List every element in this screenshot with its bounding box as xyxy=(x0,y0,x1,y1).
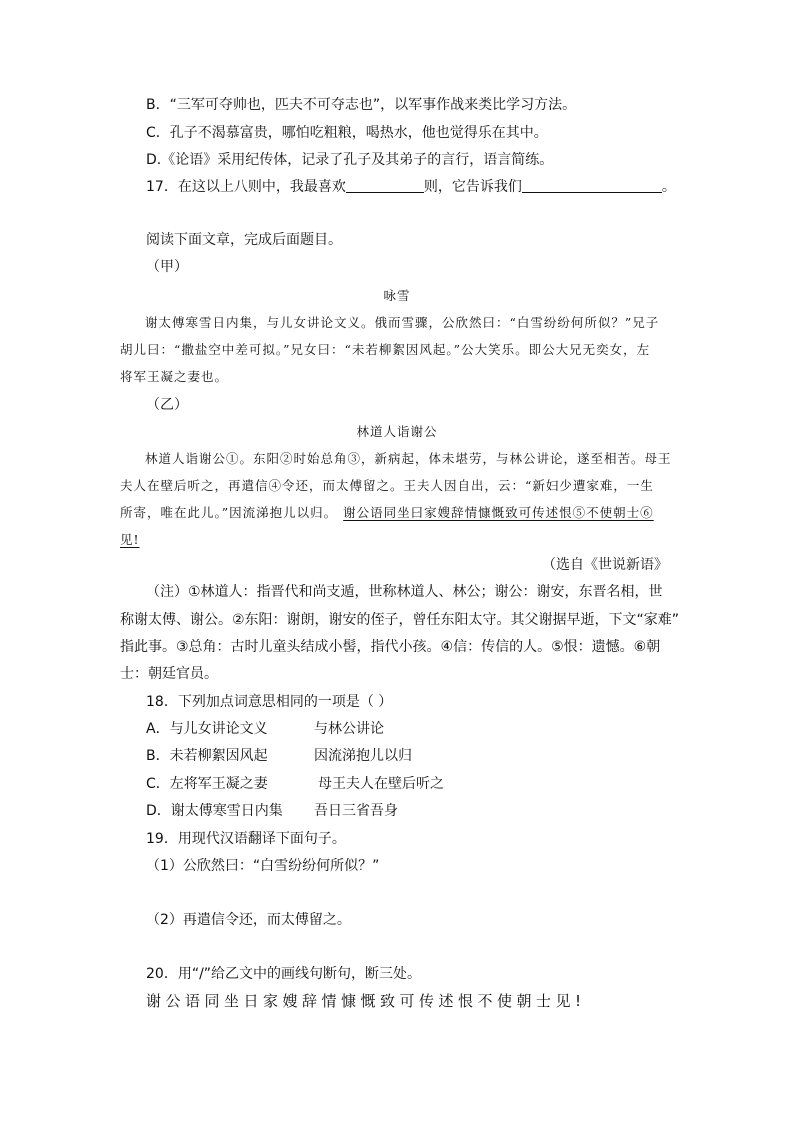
q17-blank-2[interactable] xyxy=(522,179,662,193)
jia-line-2: 胡儿曰：“撒盐空中差可拟。”兄女曰：“未若柳絮因风起。”公大笑乐。即公大兄无奕女，左 xyxy=(120,342,651,357)
q18-option-a xyxy=(146,721,384,737)
jia-title: 咏雪 xyxy=(383,288,411,303)
q17-question xyxy=(146,179,676,195)
q18-option-d-left: D．谢太傅寒雪日内集 xyxy=(146,803,283,819)
note-line-4: 士：朝廷官员。 xyxy=(120,666,218,682)
note-line-3: 指此事。③总角：古时儿童头结成小髻，指代小孩。④信：传信的人。⑤恨：遗憾。⑥朝 xyxy=(120,639,661,655)
yi-line-3 xyxy=(120,505,654,521)
q18-option-a-right: 与林公讲论 xyxy=(314,721,384,737)
q18-option-d xyxy=(146,803,398,819)
yi-label: （乙） xyxy=(146,397,188,413)
q17-text-2: 则，它告诉我们 xyxy=(423,179,522,195)
yi-line-3-text: 所寄，唯在此儿。”因流涕抱儿以归。 xyxy=(120,505,338,520)
source-citation: （选自《世说新语》 xyxy=(542,557,668,573)
yi-line-1: 林道人诣谢公①。东阳②时始总角③，新病起，体未堪劳，与林公讲论，遂至相苦。母王 xyxy=(145,451,672,466)
q18-option-a-left: A．与儿女讲论文义 xyxy=(146,721,268,737)
q17-text-1: 17．在这以上八则中，我最喜欢 xyxy=(146,179,346,195)
q17-blank-1[interactable] xyxy=(346,179,424,193)
q18-option-b-left: B．未若柳絮因风起 xyxy=(146,748,268,764)
q16-option-b: B．“三军可夺帅也，匹夫不可夺志也”，以军事作战来类比学习方法。 xyxy=(146,97,577,113)
jia-line-3: 将军王凝之妻也。 xyxy=(120,369,229,384)
yi-line-4 xyxy=(120,532,140,548)
q18-option-b xyxy=(146,748,412,764)
q18-option-b-right: 因流涕抱儿以归 xyxy=(314,748,412,764)
q20-sentence: 谢公语同坐日家嫂辞情慷慨致可传述恨不使朝士见! xyxy=(146,992,586,1010)
yi-line-2: 夫人在壁后听之，再遣信④令还，而太傅留之。王夫人因自出，云：“新妇少遭家难，一生 xyxy=(120,478,654,493)
reading-intro: 阅读下面文章，完成后面题目。 xyxy=(146,232,342,248)
q17-text-3: 。 xyxy=(661,179,676,195)
jia-line-1: 谢太傅寒雪日内集，与儿女讲论文义。俄而雪骤，公欣然曰：“白雪纷纷何所似？”兄子 xyxy=(145,315,660,330)
yi-underlined-sentence: 谢公语同坐曰家嫂辞情慷慨致可传述恨⑤不使朝士⑥ xyxy=(343,505,654,520)
q18-option-c-right: 母王夫人在壁后听之 xyxy=(318,776,444,792)
q18-option-d-right: 吾日三省吾身 xyxy=(314,803,398,819)
note-line-1: （注）①林道人：指晋代和尚支遁，世称林道人、林公；谢公：谢安，东晋名相，世 xyxy=(146,584,663,600)
yi-title: 林道人诣谢公 xyxy=(356,424,438,439)
q20-stem: 20．用“/”给乙文中的画线句断句，断三处。 xyxy=(146,966,422,982)
note-line-2: 称谢太傅、谢公。②东阳：谢朗，谢安的侄子，曾任东阳太守。其父谢据早逝，下文“家难” xyxy=(120,612,680,628)
q19-stem: 19．用现代汉语翻译下面句子。 xyxy=(146,831,346,847)
q16-option-d: D.《论语》采用纪传体，记录了孔子及其弟子的言行，语言简练。 xyxy=(146,152,554,168)
q18-option-c xyxy=(146,776,444,792)
q18-option-c-left: C．左将军王凝之妻 xyxy=(146,776,268,792)
q18-stem: 18．下列加点词意思相同的一项是（ ） xyxy=(146,694,393,710)
q16-option-c: C．孔子不渴慕富贵，哪怕吃粗粮，喝热水，他也觉得乐在其中。 xyxy=(146,125,548,141)
q19-sentence-2: （2）再遣信令还，而太傅留之。 xyxy=(146,912,351,928)
jia-label: （甲） xyxy=(146,259,188,275)
yi-underlined-sentence-end: 见! xyxy=(120,532,140,547)
q19-sentence-1: （1）公欣然曰：“白雪纷纷何所似？” xyxy=(146,858,380,874)
